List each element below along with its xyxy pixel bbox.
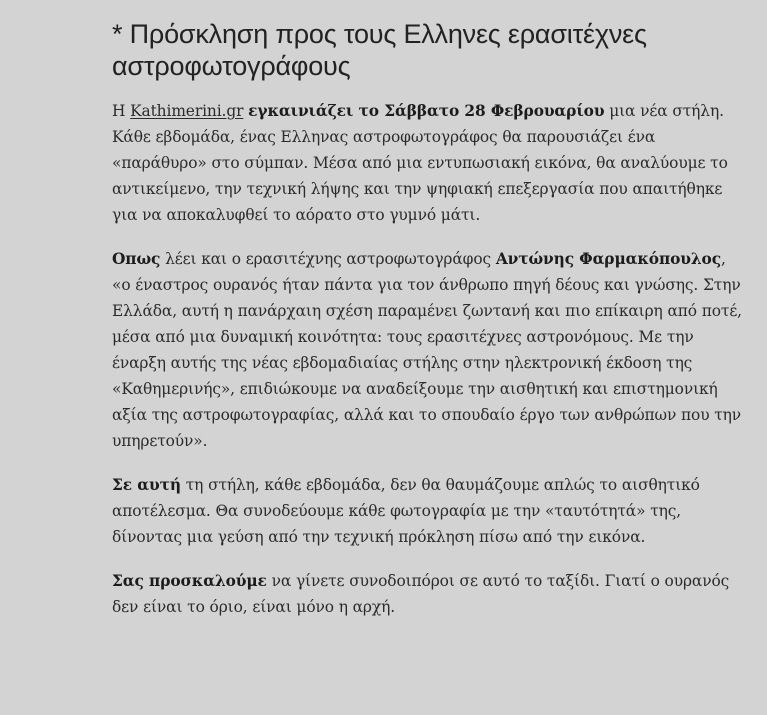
column-lead: Σε αυτή [112, 476, 181, 494]
quote-author-name: Αντώνης Φαρμακόπουλος [495, 250, 721, 268]
invitation-text: να γίνετε συνοδοιπόροι σε αυτό το ταξίδι. Γιατί ο ουρανός δεν είναι το όριο, είναι μόνο η αρχή. [112, 572, 730, 616]
paragraph-column [112, 472, 744, 550]
article-title: * Πρόσκληση προς τους Ελληνες ερασιτέχνες αστροφωτογράφους [112, 19, 647, 81]
launch-date-highlight: εγκαινιάζει το Σάββατο 28 Φεβρουαρίου [248, 102, 605, 120]
quote-text-1: λέει και ο ερασιτέχνης αστροφωτογράφος [160, 250, 496, 268]
quote-text-2: , «ο έναστρος ουρανός ήταν πάντα για τον άνθρωπο πηγή δέους και γνώσης. Στην Ελλάδα, αυτή η πανάρχαιη σχέση παραμένει ζωντανή και πιο επίκαιρη από ποτέ, μέσα από μια δυναμική κοινότητα: τους ερασιτέχνες αστρονόμους. Με την έναρξη αυτής της νέας εβδομαδιαίας στήλης στην ηλεκτρονική έκδοση της «Καθημερινής», επιδιώκουμε να αναδείξουμε την αισθητική και επιστημονική αξία της αστροφωτογραφίας, αλλά και το σπουδαίο έργο των ανθρώπων που την υπηρετούν». [112, 250, 742, 450]
quote-lead: Οπως [112, 250, 161, 268]
paragraph-invitation [112, 568, 744, 620]
invitation-lead: Σας προσκαλούμε [112, 572, 267, 590]
article-body [112, 18, 744, 638]
intro-text-1: Η [112, 102, 131, 120]
paragraph-quote [112, 246, 744, 454]
column-text: τη στήλη, κάθε εβδομάδα, δεν θα θαυμάζουμε απλώς το αισθητικό αποτέλεσμα. Θα συνοδεύουμε κάθε φωτογραφία με την «ταυτότητά» της, δίνοντας μια γεύση από την τεχνική πρόκληση πίσω από την εικόνα. [112, 476, 700, 546]
paragraph-intro [112, 98, 744, 228]
intro-text-3: μια νέα στήλη. Κάθε εβδομάδα, ένας Ελληνας αστροφωτογράφος θα παρουσιάζει ένα «παράθυρο» στο σύμπαν. Μέσα από μια εντυπωσιακή εικόνα, θα αναλύουμε το αντικείμενο, την τεχνική λήψης και την ψηφιακή επεξεργασία που απαιτήθηκε για να αποκαλυφθεί το αόρατο στο γυμνό μάτι. [112, 102, 728, 224]
kathimerini-link[interactable]: Kathimerini.gr [130, 102, 244, 120]
